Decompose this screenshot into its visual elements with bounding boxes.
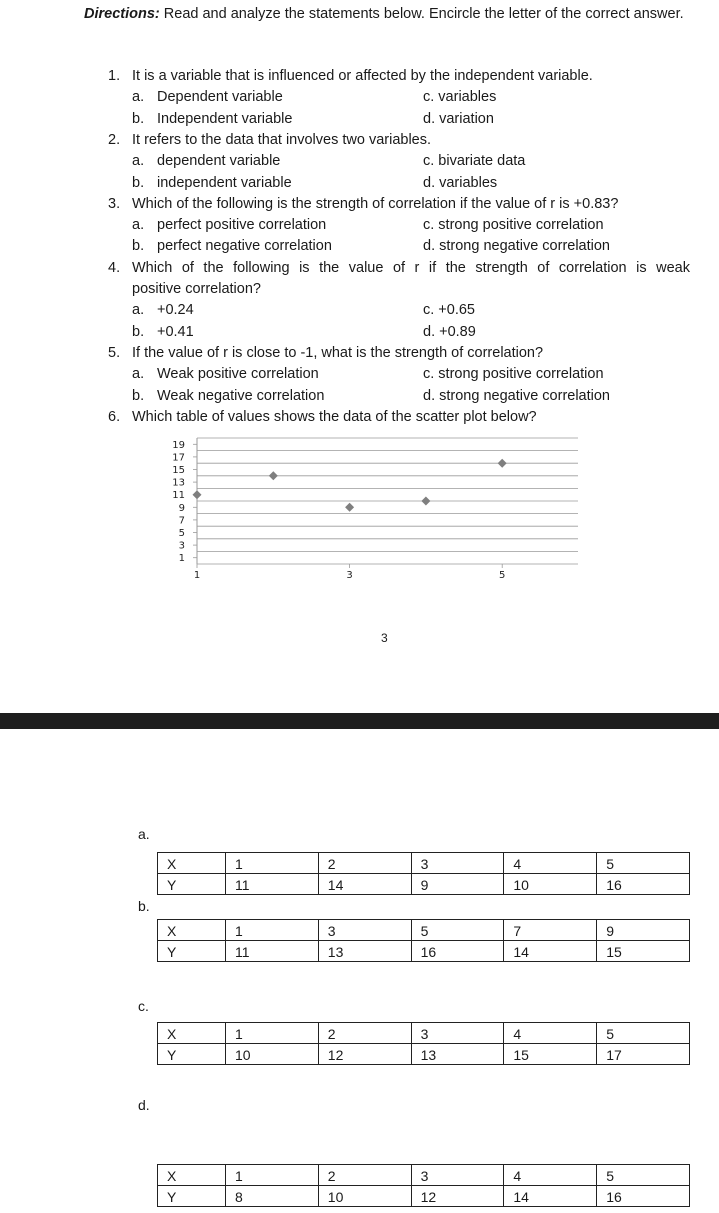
choice-letter: b.: [132, 238, 145, 255]
y-tick-label: 13: [172, 477, 185, 489]
table-cell: 11: [226, 941, 319, 962]
table-cell: 1: [226, 853, 319, 874]
table-cell: 17: [597, 1044, 690, 1065]
choice-text: +0.24: [157, 302, 194, 319]
table-of-values: [157, 919, 690, 962]
table-row: [158, 1023, 690, 1044]
choice-letter: a.: [132, 89, 145, 106]
choice-letter: a.: [132, 366, 145, 383]
question-text: Which table of values shows the data of the scatter plot below?: [132, 408, 537, 425]
table-cell: 16: [597, 874, 690, 895]
row-header: X: [158, 920, 226, 941]
row-header: Y: [158, 1186, 226, 1207]
table-cell: 3: [411, 853, 504, 874]
table-cell: 14: [504, 1186, 597, 1207]
choice-text: d. variables: [423, 174, 498, 191]
choice-text: d. strong negative correlation: [423, 387, 610, 404]
y-tick-label: 11: [172, 490, 185, 502]
table-of-values: [157, 1164, 690, 1207]
choice-letter: b.: [132, 174, 145, 191]
y-tick-label: 3: [178, 540, 185, 552]
y-tick-label: 5: [178, 528, 185, 539]
row-header: X: [158, 1165, 226, 1186]
choice-text: perfect positive correlation: [157, 217, 327, 234]
table-cell: 3: [318, 920, 411, 941]
table-cell: 16: [597, 1186, 690, 1207]
table-cell: 4: [504, 1165, 597, 1186]
question-number: 5.: [108, 344, 121, 361]
directions: [84, 5, 704, 24]
choice-text: Independent variable: [157, 110, 293, 127]
question-text: Which of the following is the strength of correlation if the value of r is +0.83?: [132, 195, 619, 212]
table-cell: 14: [318, 874, 411, 895]
choice-text: c. bivariate data: [423, 153, 526, 170]
table-row: [158, 1044, 690, 1065]
question-number: 6.: [108, 408, 121, 425]
table-cell: 12: [318, 1044, 411, 1065]
question-number: 1.: [108, 68, 121, 84]
table-cell: 8: [226, 1186, 319, 1207]
table-cell: 14: [504, 941, 597, 962]
table-cell: 4: [504, 1023, 597, 1044]
table-cell: 1: [226, 1023, 319, 1044]
data-point: [345, 503, 354, 512]
choice-text: c. variables: [423, 89, 497, 106]
table-cell: 13: [411, 1044, 504, 1065]
choice-text: perfect negative correlation: [157, 238, 332, 255]
directions-label: Directions:: [84, 6, 160, 22]
table-cell: 13: [318, 941, 411, 962]
table-cell: 9: [597, 920, 690, 941]
question-number: 4.: [108, 259, 121, 276]
question-text: It refers to the data that involves two variables.: [132, 131, 432, 148]
question-text: Which of the following is the value of r if the strength of correlation is weak: [132, 259, 690, 276]
table-cell: 2: [318, 1023, 411, 1044]
choice-text: dependent variable: [157, 153, 281, 170]
table-row: [158, 1186, 690, 1207]
choice-text: Dependent variable: [157, 89, 283, 106]
choice-text: c. strong positive correlation: [423, 217, 604, 234]
row-header: X: [158, 853, 226, 874]
data-point: [193, 490, 202, 499]
choice-text: +0.41: [157, 323, 194, 340]
choice-text: d. variation: [423, 110, 494, 127]
table-of-values: [157, 852, 690, 895]
question-text: If the value of r is close to -1, what is the strength of correlation?: [132, 344, 544, 361]
table-cell: 10: [504, 874, 597, 895]
choice-letter: b.: [132, 323, 145, 340]
y-tick-label: 7: [178, 515, 185, 527]
choice-text: d. strong negative correlation: [423, 238, 610, 255]
choice-letter: b.: [132, 387, 145, 404]
table-row: [158, 941, 690, 962]
table-cell: 15: [597, 941, 690, 962]
x-tick-label: 3: [346, 570, 353, 581]
choice-letter: a.: [132, 302, 145, 319]
data-point: [498, 459, 507, 468]
table-row: [158, 920, 690, 941]
y-tick-label: 15: [172, 465, 185, 476]
table-cell: 16: [411, 941, 504, 962]
scatter-plot: [150, 436, 590, 586]
table-cell: 1: [226, 920, 319, 941]
question-number: 3.: [108, 195, 121, 212]
question-number: 2.: [108, 131, 121, 148]
page-separator: [0, 713, 719, 729]
choice-letter: a.: [132, 217, 145, 234]
option-letter: b.: [138, 898, 150, 914]
table-row: [158, 853, 690, 874]
y-tick-label: 17: [172, 452, 185, 464]
table-cell: 7: [504, 920, 597, 941]
table-of-values: [157, 1022, 690, 1065]
option-letter: a.: [138, 826, 150, 842]
choice-text: Weak positive correlation: [157, 366, 319, 383]
x-tick-label: 1: [193, 570, 201, 581]
table-cell: 3: [411, 1023, 504, 1044]
table-cell: 5: [597, 1165, 690, 1186]
row-header: Y: [158, 941, 226, 962]
table-cell: 5: [597, 853, 690, 874]
choice-text: c. strong positive correlation: [423, 366, 604, 383]
table-cell: 9: [411, 874, 504, 895]
table-cell: 11: [226, 874, 319, 895]
row-header: X: [158, 1023, 226, 1044]
table-row: [158, 1165, 690, 1186]
choice-letter: a.: [132, 153, 145, 170]
data-point: [269, 471, 278, 480]
table-cell: 2: [318, 1165, 411, 1186]
choice-text: Weak negative correlation: [157, 387, 325, 404]
table-cell: 10: [318, 1186, 411, 1207]
question-text: positive correlation?: [132, 281, 261, 297]
choice-text: c. +0.65: [423, 302, 475, 319]
table-cell: 5: [411, 920, 504, 941]
table-row: [158, 874, 690, 895]
directions-text: Read and analyze the statements below. Encircle the letter of the correct answer.: [163, 6, 684, 22]
table-cell: 1: [226, 1165, 319, 1186]
option-letter: d.: [138, 1097, 150, 1113]
y-tick-label: 19: [172, 439, 185, 451]
table-cell: 2: [318, 853, 411, 874]
data-point: [421, 497, 430, 506]
page-number: 3: [381, 631, 388, 645]
choice-text: d. +0.89: [423, 323, 476, 340]
choice-letter: b.: [132, 110, 145, 127]
table-cell: 10: [226, 1044, 319, 1065]
table-cell: 12: [411, 1186, 504, 1207]
table-cell: 5: [597, 1023, 690, 1044]
option-letter: c.: [138, 998, 149, 1014]
table-cell: 15: [504, 1044, 597, 1065]
choice-text: independent variable: [157, 174, 292, 191]
y-tick-label: 9: [178, 502, 185, 514]
table-cell: 3: [411, 1165, 504, 1186]
x-tick-label: 5: [499, 570, 506, 581]
question-text: It is a variable that is influenced or affected by the independent variable.: [132, 68, 593, 84]
row-header: Y: [158, 874, 226, 895]
table-cell: 4: [504, 853, 597, 874]
row-header: Y: [158, 1044, 226, 1065]
y-tick-label: 1: [178, 553, 185, 565]
